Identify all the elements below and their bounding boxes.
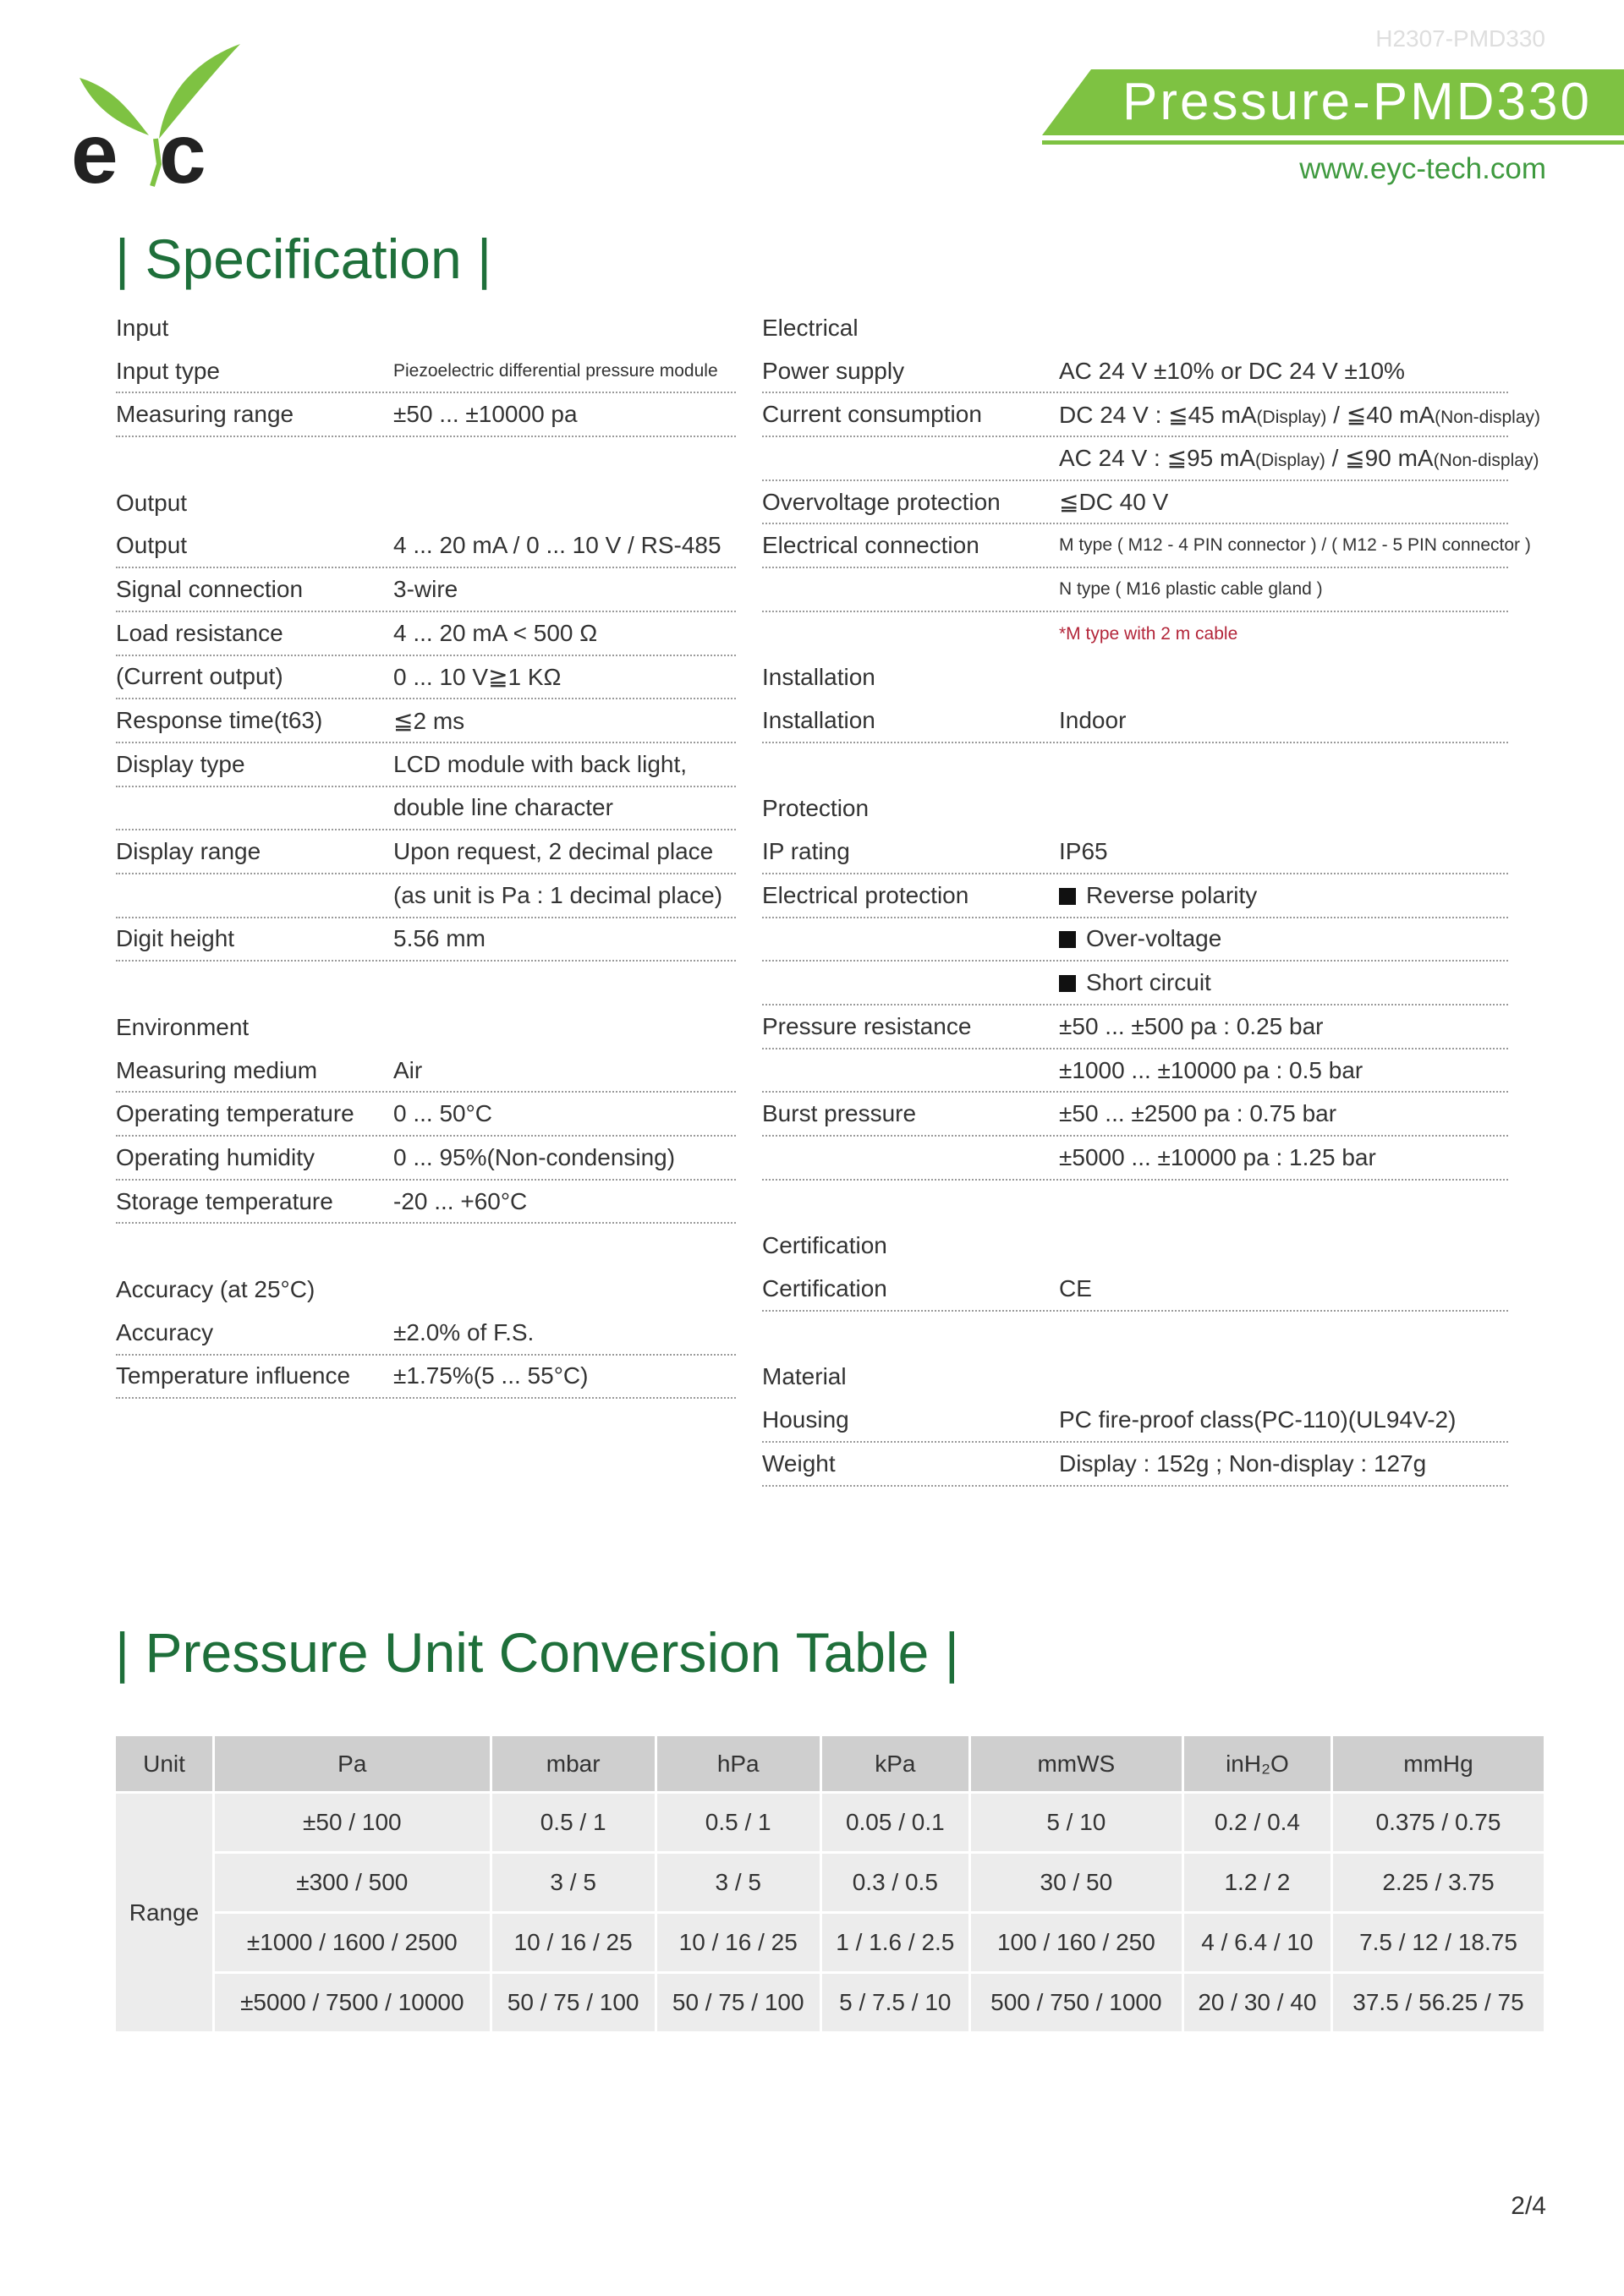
spec-value [393, 838, 713, 865]
spec-label: Installation [762, 664, 875, 691]
spec-row [762, 743, 1508, 787]
table-cell: 500 / 750 / 1000 [971, 1974, 1182, 2031]
spec-value-text: 4 ... 20 mA / 0 ... 10 V / RS-485 [393, 532, 721, 559]
spec-row [762, 393, 1540, 437]
spec-label: Pressure resistance [762, 1012, 972, 1039]
spec-value-text: DC 24 V : ≦45 mA [1059, 401, 1257, 428]
table-cell: ±300 / 500 [215, 1854, 490, 1911]
spec-value-text: -20 ... +60°C [393, 1187, 528, 1214]
spec-value [393, 1100, 492, 1127]
spec-value [393, 751, 687, 778]
spec-row [116, 1137, 736, 1181]
spec-value-text: Over-voltage [1086, 925, 1222, 952]
spec-value [1059, 1144, 1376, 1171]
table-cell: 0.2 / 0.4 [1184, 1794, 1330, 1851]
spec-label: Display type [116, 750, 245, 777]
spec-left-column [116, 306, 736, 1399]
spec-label: Electrical [762, 314, 859, 341]
specification-heading: | Specification | [115, 227, 492, 290]
spec-label: Installation [762, 707, 875, 734]
table-row [116, 1854, 1544, 1911]
table-cell: 0.5 / 1 [657, 1794, 820, 1851]
spec-value-text: ±50 ... ±500 pa : 0.25 bar [1059, 1012, 1324, 1039]
spec-row [762, 1268, 1508, 1312]
table-cell: ±1000 / 1600 / 2500 [215, 1914, 490, 1971]
spec-label: Accuracy (at 25°C) [116, 1275, 315, 1302]
table-header-cell: kPa [822, 1736, 968, 1791]
spec-row [762, 1137, 1508, 1181]
spec-row [116, 1356, 736, 1400]
spec-row [116, 306, 736, 350]
spec-label: Power supply [762, 357, 905, 384]
spec-row [116, 1181, 736, 1225]
spec-value [1059, 1013, 1324, 1040]
svg-text:e: e [71, 107, 118, 198]
spec-row [116, 962, 736, 1006]
spec-label: Signal connection [116, 575, 304, 602]
spec-value-text: PC fire-proof class(PC-110)(UL94V-2) [1059, 1406, 1457, 1433]
page-number: 2/4 [1511, 2192, 1546, 2220]
spec-value [393, 620, 597, 647]
spec-row [762, 787, 1508, 831]
spec-label: Measuring range [116, 401, 294, 428]
spec-label: Operating humidity [116, 1143, 315, 1170]
spec-label: Electrical protection [762, 881, 969, 908]
spec-row [762, 350, 1508, 394]
eyc-logo [71, 37, 240, 198]
spec-row [762, 874, 1508, 918]
table-cell: 1 / 1.6 / 2.5 [822, 1914, 968, 1971]
spec-label: Environment [116, 1013, 250, 1040]
table-cell: 3 / 5 [657, 1854, 820, 1911]
spec-row [762, 962, 1508, 1006]
spec-row [762, 1224, 1508, 1268]
spec-row [762, 830, 1508, 874]
spec-row [116, 481, 736, 525]
spec-row [116, 874, 736, 918]
spec-value-text: ±1.75%(5 ... 55°C) [393, 1362, 589, 1389]
spec-value-text: LCD module with back light, [393, 750, 688, 777]
spec-value [1059, 444, 1539, 472]
spec-row [762, 524, 1531, 568]
table-cell: 7.5 / 12 / 18.75 [1333, 1914, 1544, 1971]
table-header-cell: mbar [492, 1736, 655, 1791]
website-link[interactable]: www.eyc-tech.com [1299, 152, 1546, 185]
table-cell: 0.05 / 0.1 [822, 1794, 968, 1851]
spec-value-text: Display : 152g ; Non-display : 127g [1059, 1449, 1427, 1477]
spec-value [1059, 488, 1168, 516]
table-cell: 100 / 160 / 250 [971, 1914, 1182, 1971]
spec-value-text: Short circuit [1086, 969, 1211, 996]
spec-label: Material [762, 1363, 847, 1390]
square-bullet-icon [1059, 975, 1076, 992]
spec-row [762, 918, 1508, 962]
table-cell: 0.3 / 0.5 [822, 1854, 968, 1911]
spec-value-text: *M type with 2 m cable [1059, 623, 1238, 644]
spec-row [116, 1268, 736, 1312]
spec-label: Response time(t63) [116, 707, 323, 734]
range-label-cell: Range [116, 1794, 212, 2031]
spec-value-text: Upon request, 2 decimal place [393, 838, 714, 865]
spec-row [762, 1093, 1508, 1137]
spec-value-text: ±50 ... ±2500 pa : 0.75 bar [1059, 1100, 1337, 1127]
spec-label: Output [116, 532, 188, 559]
spec-value [393, 1362, 588, 1389]
spec-value-text: 5.56 mm [393, 925, 486, 952]
spec-label: Accuracy [116, 1318, 214, 1345]
spec-value-text: Piezoelectric differential pressure module [393, 360, 718, 381]
spec-value-text: 4 ... 20 mA < 500 Ω [393, 619, 598, 646]
table-header-cell: hPa [657, 1736, 820, 1791]
spec-value [1059, 1450, 1426, 1477]
spec-row [116, 437, 736, 481]
spec-value [393, 401, 578, 428]
spec-label: Temperature influence [116, 1362, 351, 1389]
spec-value-text: ±50 ... ±10000 pa [393, 401, 578, 428]
spec-value [393, 576, 458, 603]
spec-row [116, 918, 736, 962]
spec-row [116, 1224, 736, 1268]
spec-label: Input [116, 314, 169, 341]
spec-value-text: AC 24 V ±10% or DC 24 V ±10% [1059, 357, 1405, 384]
spec-value-text: AC 24 V : ≦95 mA [1059, 445, 1255, 472]
table-cell: 10 / 16 / 25 [492, 1914, 655, 1971]
spec-row [762, 306, 1508, 350]
spec-value-text: Reverse polarity [1086, 881, 1258, 908]
spec-row [762, 568, 1508, 612]
table-row [116, 1974, 1544, 2031]
spec-value [1059, 707, 1126, 734]
table-cell: 2.25 / 3.75 [1333, 1854, 1544, 1911]
table-cell: 37.5 / 56.25 / 75 [1333, 1974, 1544, 2031]
table-header-cell: inH₂O [1184, 1736, 1330, 1791]
spec-value [1059, 1275, 1092, 1302]
spec-row [116, 787, 736, 831]
square-bullet-icon [1059, 888, 1076, 905]
spec-label: Overvoltage protection [762, 488, 1001, 515]
spec-value [1059, 358, 1405, 385]
spec-row [116, 656, 736, 700]
spec-value [1059, 1406, 1456, 1433]
spec-row [762, 1049, 1508, 1093]
table-cell: 50 / 75 / 100 [492, 1974, 655, 2031]
spec-label: IP rating [762, 838, 850, 865]
table-cell: 10 / 16 / 25 [657, 1914, 820, 1971]
spec-value-text: Air [393, 1056, 423, 1083]
table-header-cell: mmHg [1333, 1736, 1544, 1791]
spec-row [116, 830, 736, 874]
spec-row [762, 1443, 1508, 1487]
spec-row [116, 393, 736, 437]
spec-row [116, 524, 736, 568]
spec-value-text: IP65 [1059, 838, 1108, 865]
spec-value [393, 663, 562, 691]
spec-label: Current consumption [762, 401, 982, 428]
spec-value-text: N type ( M16 plastic cable gland ) [1059, 578, 1323, 599]
spec-label: Input type [116, 357, 220, 384]
square-bullet-icon [1059, 931, 1076, 948]
spec-value-part: (Display) [1256, 407, 1327, 427]
spec-value [1059, 838, 1108, 865]
spec-value [1059, 535, 1531, 556]
table-cell: 5 / 7.5 / 10 [822, 1974, 968, 2031]
spec-value-text: 0 ... 95%(Non-condensing) [393, 1143, 676, 1170]
table-header-cell: Pa [215, 1736, 490, 1791]
spec-row [762, 481, 1508, 525]
spec-value-text: ≦DC 40 V [1059, 489, 1169, 516]
spec-row [762, 699, 1508, 743]
spec-label: Burst pressure [762, 1100, 917, 1127]
product-banner [1042, 69, 1624, 147]
table-cell: 1.2 / 2 [1184, 1854, 1330, 1911]
spec-label: Measuring medium [116, 1056, 318, 1083]
spec-right-column [762, 306, 1540, 1487]
table-row [116, 1914, 1544, 1971]
spec-value [393, 1188, 527, 1215]
spec-value [393, 707, 464, 735]
spec-label: Display range [116, 838, 261, 865]
spec-label: Output [116, 489, 188, 516]
pressure-conversion-table [113, 1734, 1546, 2034]
spec-label: Digit height [116, 925, 235, 952]
spec-label: Housing [762, 1406, 849, 1433]
spec-label: Certification [762, 1274, 887, 1301]
spec-value-text: 3-wire [393, 575, 458, 602]
table-cell: 50 / 75 / 100 [657, 1974, 820, 2031]
spec-row [762, 1006, 1508, 1049]
spec-value-part: / ≦90 mA [1325, 445, 1434, 472]
spec-row [116, 350, 736, 394]
spec-row [116, 1049, 736, 1093]
spec-row [116, 699, 736, 743]
spec-label: Protection [762, 795, 870, 822]
spec-value [1059, 401, 1540, 429]
spec-label: Weight [762, 1449, 836, 1477]
conversion-heading: | Pressure Unit Conversion Table | [115, 1621, 959, 1684]
table-header-cell: mmWS [971, 1736, 1182, 1791]
spec-label: Load resistance [116, 619, 283, 646]
document-id: H2307-PMD330 [1375, 25, 1545, 52]
table-header-cell: Unit [116, 1736, 212, 1791]
spec-value [1059, 1100, 1336, 1127]
spec-value-text: M type ( M12 - 4 PIN connector ) / ( M12 - 5 PIN connector ) [1059, 535, 1531, 556]
spec-label: (Current output) [116, 663, 283, 690]
table-cell: ±50 / 100 [215, 1794, 490, 1851]
spec-value [393, 1319, 534, 1346]
table-cell: 0.5 / 1 [492, 1794, 655, 1851]
spec-row [762, 656, 1508, 700]
spec-value-text: ±5000 ... ±10000 pa : 1.25 bar [1059, 1143, 1376, 1170]
spec-value-part: (Non-display) [1433, 451, 1539, 471]
product-title: Pressure-PMD330 [1122, 73, 1592, 131]
spec-label: Certification [762, 1232, 887, 1259]
spec-row [762, 437, 1539, 481]
table-cell: 20 / 30 / 40 [1184, 1974, 1330, 2031]
spec-value [1059, 1057, 1363, 1084]
spec-row [116, 612, 736, 656]
spec-row [116, 743, 736, 787]
spec-value [393, 794, 613, 821]
spec-row [762, 1356, 1508, 1400]
table-cell: ±5000 / 7500 / 10000 [215, 1974, 490, 2031]
table-row [116, 1794, 1544, 1851]
table-cell: 30 / 50 [971, 1854, 1182, 1911]
svg-text:c: c [159, 107, 206, 198]
spec-row [762, 1399, 1508, 1443]
table-cell: 5 / 10 [971, 1794, 1182, 1851]
spec-value [393, 1144, 675, 1171]
spec-value [393, 532, 721, 559]
spec-label: Storage temperature [116, 1187, 333, 1214]
table-cell: 3 / 5 [492, 1854, 655, 1911]
spec-value [1059, 579, 1323, 600]
spec-value [393, 1057, 422, 1084]
spec-value-text: CE [1059, 1274, 1092, 1301]
spec-value-text: 0 ... 50°C [393, 1100, 493, 1127]
spec-value [393, 882, 722, 909]
table-cell: 4 / 6.4 / 10 [1184, 1914, 1330, 1971]
spec-row [762, 1181, 1508, 1225]
spec-value-text: ±2.0% of F.S. [393, 1318, 535, 1345]
spec-row [116, 1006, 736, 1049]
spec-value-text: (as unit is Pa : 1 decimal place) [393, 881, 723, 908]
spec-label: Operating temperature [116, 1100, 354, 1127]
spec-value-text: double line character [393, 794, 613, 821]
spec-row [116, 1093, 736, 1137]
spec-value [1059, 624, 1237, 644]
table-cell: 0.375 / 0.75 [1333, 1794, 1544, 1851]
spec-value [393, 925, 486, 952]
spec-row [762, 1312, 1508, 1356]
spec-row [116, 1312, 736, 1356]
spec-value-text: ±1000 ... ±10000 pa : 0.5 bar [1059, 1056, 1363, 1083]
spec-value-text: Indoor [1059, 707, 1127, 734]
spec-value [1059, 882, 1257, 909]
spec-value-part: (Display) [1255, 451, 1325, 471]
spec-value [1059, 925, 1221, 952]
spec-label: Electrical connection [762, 532, 979, 559]
spec-row [762, 612, 1508, 656]
spec-value-part: / ≦40 mA [1326, 401, 1435, 428]
spec-value [1059, 969, 1211, 996]
spec-value [393, 361, 718, 381]
spec-value-text: ≦2 ms [393, 707, 465, 734]
spec-value-part: (Non-display) [1435, 407, 1540, 427]
spec-row [116, 568, 736, 612]
spec-value-text: 0 ... 10 V≧1 KΩ [393, 663, 562, 690]
